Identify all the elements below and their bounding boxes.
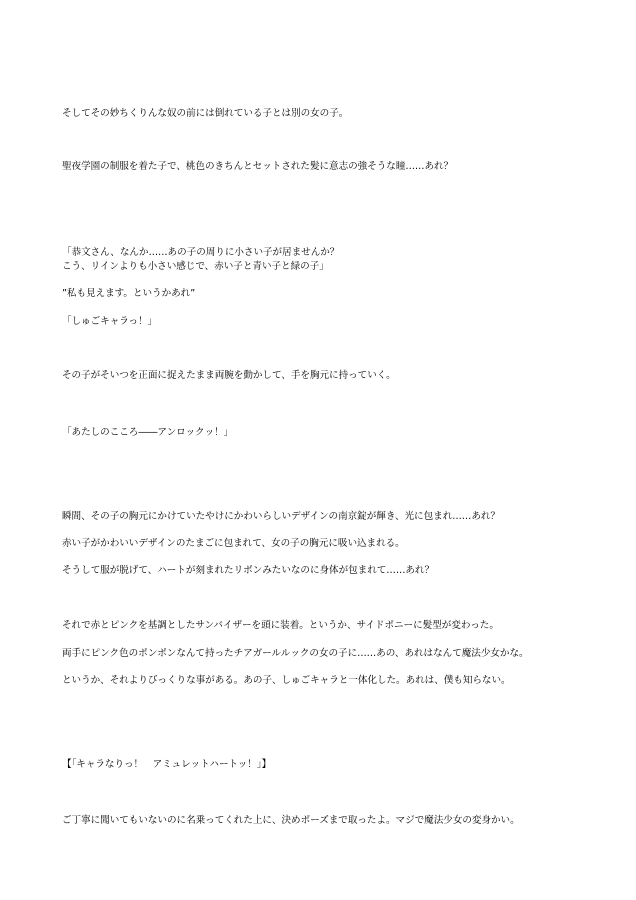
text-line: 「あたしのこころ――アンロックッ！」 xyxy=(62,427,234,438)
text-line: その子がそいつを正面に捉えたまま両腕を動かして、手を胸元に持っていく。 xyxy=(62,370,396,381)
text-line: ”私も見えます。というかあれ” xyxy=(62,288,196,299)
text-line: そうして服が脱げて、ハートが刻まれたリボンみたいなのに身体が包まれて……あれ？ xyxy=(62,565,435,576)
text-line: それで赤とピンクを基調としたサンバイザーを頭に装着。というか、サイドポニーに髪型が変わった。 xyxy=(62,620,499,631)
text-line: そしてその妙ちくりんな奴の前には倒れている子とは別の女の子。 xyxy=(62,108,349,119)
text-line: 両手にピンク色のポンポンなんて持ったチアガールルックの女の子に……あの、あれはなんて魔法少女かな。 xyxy=(62,648,529,659)
text-line: 「しゅごキャラっ！」 xyxy=(62,316,158,327)
text-line: というか、それよりびっくりな事がある。あの子、しゅごキャラと一体化した。あれは、僕も知らない。 xyxy=(62,675,511,686)
text-line: こう、リインよりも小さい感じで、赤い子と青い子と緑の子」 xyxy=(62,261,329,272)
text-line: 瞬間、その子の胸元にかけていたやけにかわいらしいデザインの南京錠が輝き、光に包まれ……あれ？ xyxy=(62,511,500,522)
text-line: 「恭文さん、なんか……あの子の周りに小さい子が居ませんか？ xyxy=(62,247,340,258)
text-line: 聖夜学園の制服を着た子で、桃色のきちんとセットされた髪に意志の強そうな瞳……あれ？ xyxy=(62,161,454,172)
text-line: 赤い子がかわいいデザインのたまごに包まれて、女の子の胸元に吸い込まれる。 xyxy=(62,538,405,549)
text-line: ご丁寧に聞いてもいないのに名乗ってくれた上に、決めポーズまで取ったよ。マジで魔法少女の変身かい。 xyxy=(62,815,520,826)
text-line: 【「キャラなりっ！ アミュレットハートッ！」】 xyxy=(62,759,272,770)
